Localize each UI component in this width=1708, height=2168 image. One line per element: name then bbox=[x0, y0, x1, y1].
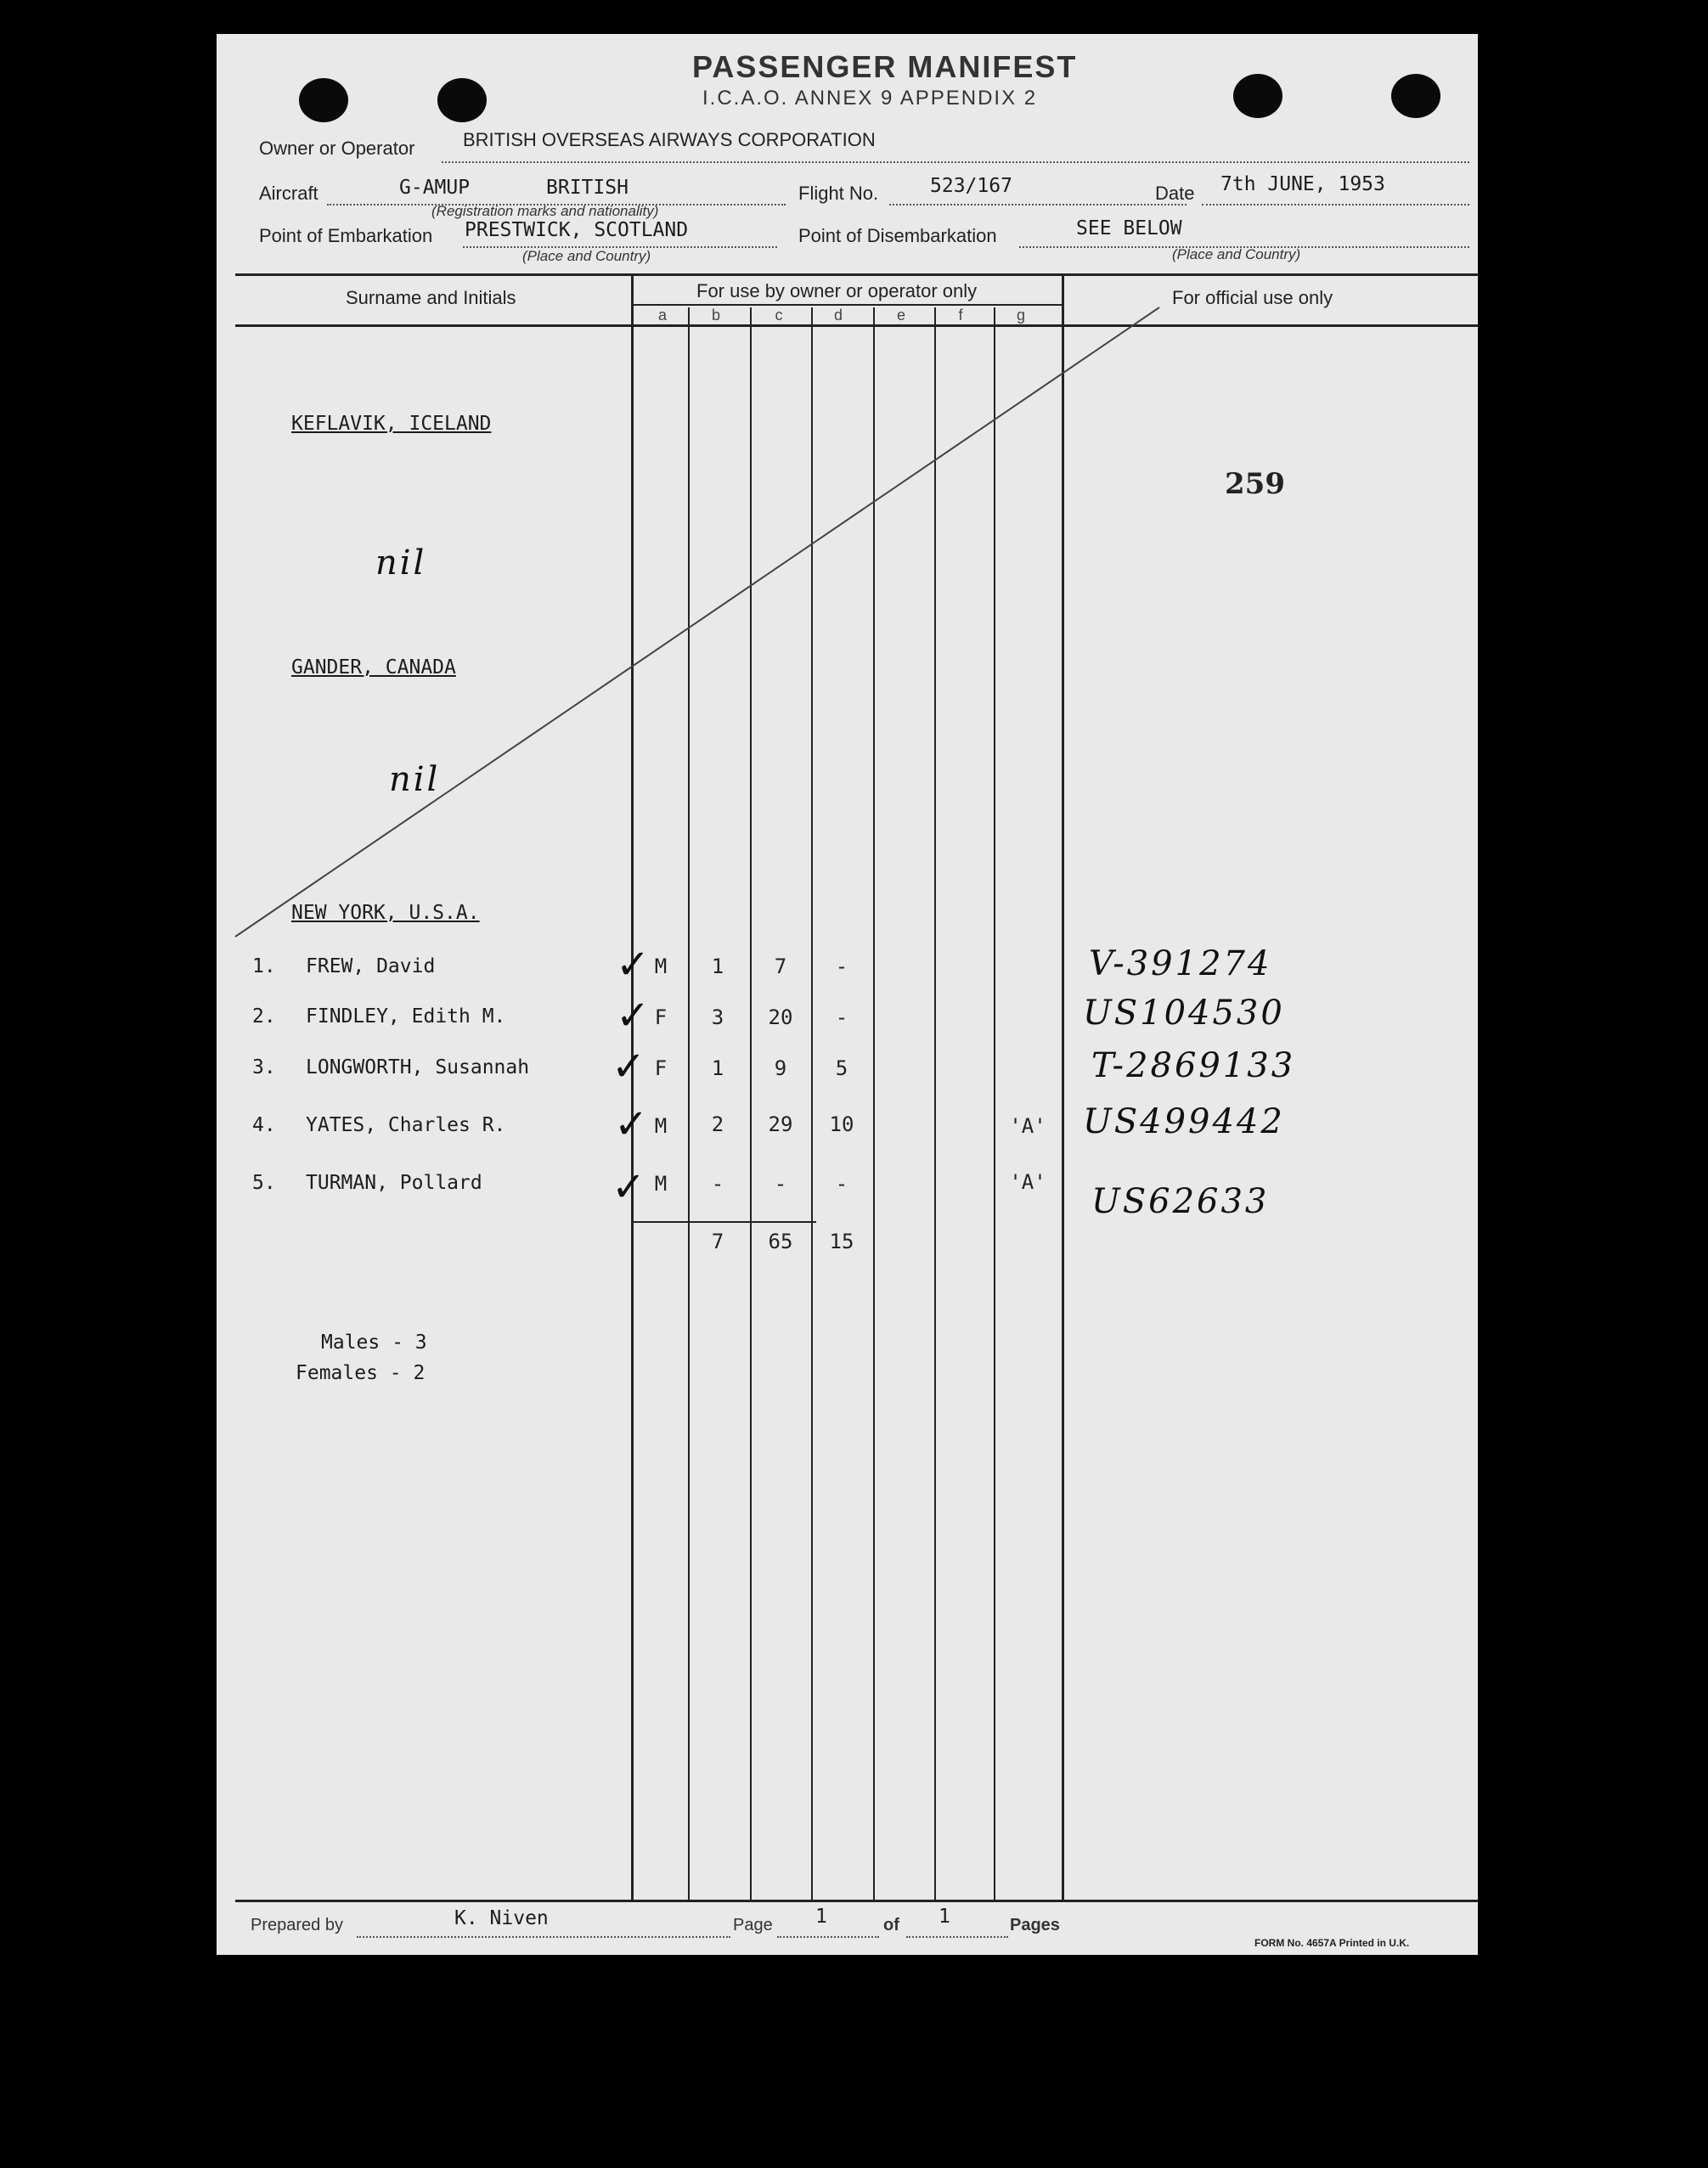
tick-mark-icon: ✓ bbox=[612, 1163, 646, 1211]
aircraft-label: Aircraft bbox=[259, 183, 318, 204]
column-d-header: d bbox=[833, 307, 843, 324]
passenger-number: 5. bbox=[252, 1172, 276, 1194]
footer-rule bbox=[235, 1900, 1478, 1902]
flight-number: 523/167 bbox=[930, 175, 1012, 197]
passenger-col-d: - bbox=[835, 1005, 848, 1029]
passenger-col-b: 1 bbox=[711, 954, 724, 978]
prepared-by-line bbox=[357, 1936, 730, 1938]
of-line bbox=[906, 1936, 1008, 1938]
manifest-sheet bbox=[217, 34, 1478, 1955]
tick-mark-icon: ✓ bbox=[614, 1101, 649, 1148]
pages-label: Pages bbox=[1010, 1916, 1060, 1934]
passenger-col-b: - bbox=[711, 1172, 724, 1196]
column-g-header: g bbox=[1016, 307, 1025, 324]
of-label: of bbox=[883, 1916, 899, 1934]
passenger-number: 3. bbox=[252, 1056, 276, 1078]
column-c-header: c bbox=[775, 307, 783, 324]
passenger-official-number: US62633 bbox=[1091, 1182, 1270, 1221]
passenger-col-c: 29 bbox=[768, 1112, 793, 1136]
passenger-col-c: 7 bbox=[774, 954, 787, 978]
flight-label: Flight No. bbox=[798, 183, 879, 204]
embarkation-note: (Place and Country) bbox=[522, 248, 651, 264]
disembarkation-label: Point of Disembarkation bbox=[798, 225, 997, 246]
passenger-col-d: - bbox=[835, 1172, 848, 1196]
owner-use-header: For use by owner or operator only bbox=[696, 280, 978, 301]
disembarkation-note: (Place and Country) bbox=[1172, 246, 1301, 262]
disembarkation-value: SEE BELOW bbox=[1076, 217, 1182, 239]
passenger-sex: F bbox=[654, 1005, 668, 1029]
passenger-col-b: 2 bbox=[711, 1112, 724, 1136]
passenger-number: 4. bbox=[252, 1114, 276, 1136]
aircraft-registration: G-AMUP bbox=[399, 177, 471, 199]
passenger-name: FINDLEY, Edith M. bbox=[306, 1005, 506, 1028]
passenger-sex: F bbox=[654, 1056, 668, 1080]
passenger-name: YATES, Charles R. bbox=[306, 1114, 506, 1136]
passenger-col-b: 1 bbox=[711, 1056, 724, 1080]
passenger-col-g: 'A' bbox=[1009, 1170, 1046, 1194]
column-b-header: b bbox=[711, 307, 720, 324]
passenger-official-number: V-391274 bbox=[1089, 944, 1272, 983]
section-keflavik: KEFLAVIK, ICELAND bbox=[291, 413, 492, 435]
embarkation-value: PRESTWICK, SCOTLAND bbox=[465, 219, 689, 241]
passenger-official-number: US499442 bbox=[1083, 1102, 1285, 1141]
form-number: FORM No. 4657A Printed in U.K. bbox=[1254, 1937, 1410, 1949]
passenger-official-number: T-2869133 bbox=[1091, 1046, 1296, 1085]
column-f-header: f bbox=[958, 307, 963, 324]
passenger-sex: M bbox=[654, 1172, 668, 1196]
page-title: PASSENGER MANIFEST bbox=[692, 49, 1078, 84]
owner-label: Owner or Operator bbox=[259, 138, 415, 159]
males-count: Males - 3 bbox=[321, 1332, 427, 1354]
passenger-col-g: 'A' bbox=[1009, 1114, 1046, 1138]
passenger-col-b: 3 bbox=[711, 1005, 724, 1029]
passenger-col-c: - bbox=[774, 1172, 787, 1196]
page-line bbox=[777, 1936, 879, 1938]
page-label: Page bbox=[733, 1916, 773, 1934]
aircraft-note: (Registration marks and nationality) bbox=[431, 203, 659, 219]
passenger-number: 1. bbox=[252, 955, 276, 977]
gander-nil-note: nil bbox=[389, 760, 441, 799]
tick-mark-icon: ✓ bbox=[616, 941, 651, 988]
tick-mark-icon: ✓ bbox=[616, 992, 651, 1039]
total-col-b: 7 bbox=[711, 1230, 724, 1253]
column-a-header: a bbox=[657, 307, 667, 324]
embarkation-label: Point of Embarkation bbox=[259, 225, 433, 246]
passenger-official-number: US104530 bbox=[1083, 994, 1285, 1033]
passenger-sex: M bbox=[654, 1114, 668, 1138]
total-col-c: 65 bbox=[768, 1230, 793, 1253]
date-label: Date bbox=[1155, 183, 1195, 204]
surname-header: Surname and Initials bbox=[346, 287, 516, 308]
section-newyork: NEW YORK, U.S.A. bbox=[291, 902, 480, 924]
passenger-col-c: 20 bbox=[768, 1005, 793, 1029]
owner-value: BRITISH OVERSEAS AIRWAYS CORPORATION bbox=[463, 129, 876, 150]
prepared-by-label: Prepared by bbox=[251, 1916, 343, 1934]
page-subtitle: I.C.A.O. ANNEX 9 APPENDIX 2 bbox=[702, 87, 1038, 110]
passenger-col-c: 9 bbox=[774, 1056, 787, 1080]
prepared-by-value: K. Niven bbox=[454, 1907, 549, 1929]
passenger-name: TURMAN, Pollard bbox=[306, 1172, 482, 1194]
total-col-d: 15 bbox=[829, 1230, 854, 1253]
passenger-name: FREW, David bbox=[306, 955, 436, 977]
official-number: 259 bbox=[1225, 467, 1285, 501]
column-e-header: e bbox=[896, 307, 905, 324]
cancellation-stroke bbox=[217, 34, 1478, 968]
aircraft-nationality: BRITISH bbox=[546, 177, 629, 199]
passenger-col-d: 5 bbox=[835, 1056, 848, 1080]
section-gander: GANDER, CANADA bbox=[291, 656, 456, 679]
page-value: 1 bbox=[815, 1906, 827, 1928]
official-use-header: For official use only bbox=[1172, 287, 1333, 308]
date-value: 7th JUNE, 1953 bbox=[1220, 173, 1385, 195]
passenger-col-d: - bbox=[835, 954, 848, 978]
keflavik-nil-note: nil bbox=[375, 543, 427, 583]
passenger-col-d: 10 bbox=[829, 1112, 854, 1136]
tick-mark-icon: ✓ bbox=[612, 1043, 646, 1090]
of-value: 1 bbox=[939, 1906, 950, 1928]
females-count: Females - 2 bbox=[296, 1362, 426, 1384]
passenger-number: 2. bbox=[252, 1005, 276, 1028]
passenger-sex: M bbox=[654, 954, 668, 978]
passenger-name: LONGWORTH, Susannah bbox=[306, 1056, 530, 1078]
totals-rule bbox=[631, 1221, 816, 1223]
